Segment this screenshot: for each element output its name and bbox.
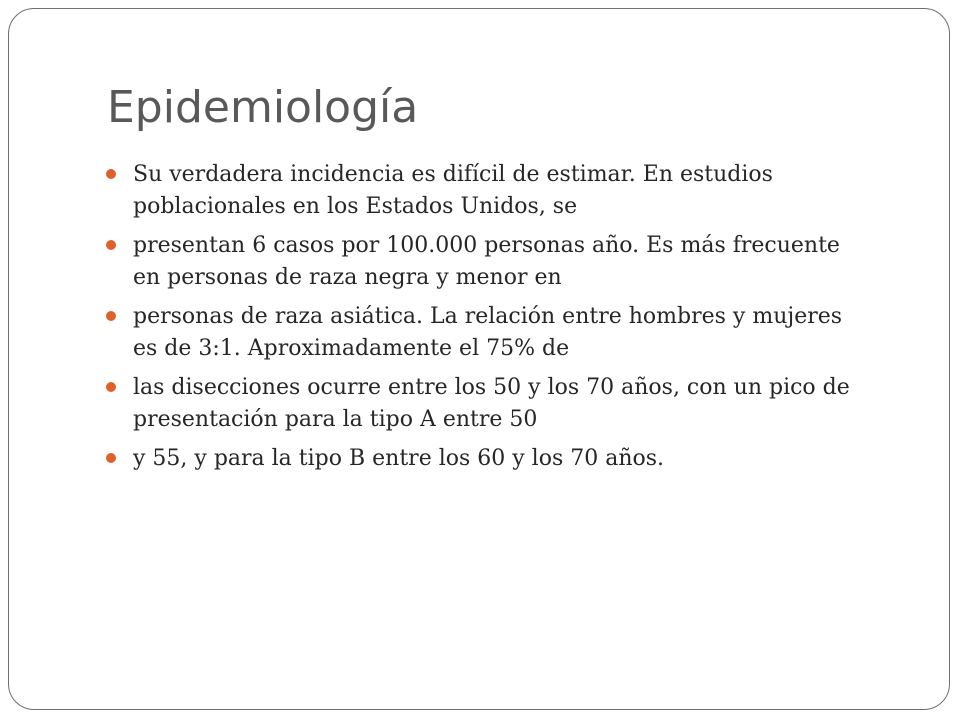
bullet-item	[106, 372, 866, 436]
bullet-dot-icon	[106, 382, 116, 392]
bullet-item	[106, 443, 866, 475]
bullet-item	[106, 159, 866, 223]
bullet-text: personas de raza asiática. La relación entre hombres y mujeres es de 3:1. Aproximadamente el 75% de	[133, 304, 843, 361]
bullet-text: Su verdadera incidencia es difícil de estimar. En estudios poblacionales en los Estados Unidos, se	[133, 162, 773, 219]
bullet-item	[106, 301, 866, 365]
bullet-dot-icon	[106, 240, 116, 250]
bullet-text: presentan 6 casos por 100.000 personas año. Es más frecuente en personas de raza negra y menor en	[133, 233, 840, 290]
bullet-dot-icon	[106, 169, 116, 179]
bullet-text: y 55, y para la tipo B entre los 60 y los 70 años.	[133, 446, 665, 471]
bullet-dot-icon	[106, 311, 116, 321]
bullet-item	[106, 230, 866, 294]
bullet-text: las disecciones ocurre entre los 50 y los 70 años, con un pico de presentación para la tipo A entre 50	[133, 375, 850, 432]
bullet-list	[106, 159, 866, 482]
slide-title: Epidemiología	[107, 82, 419, 133]
bullet-dot-icon	[106, 453, 116, 463]
